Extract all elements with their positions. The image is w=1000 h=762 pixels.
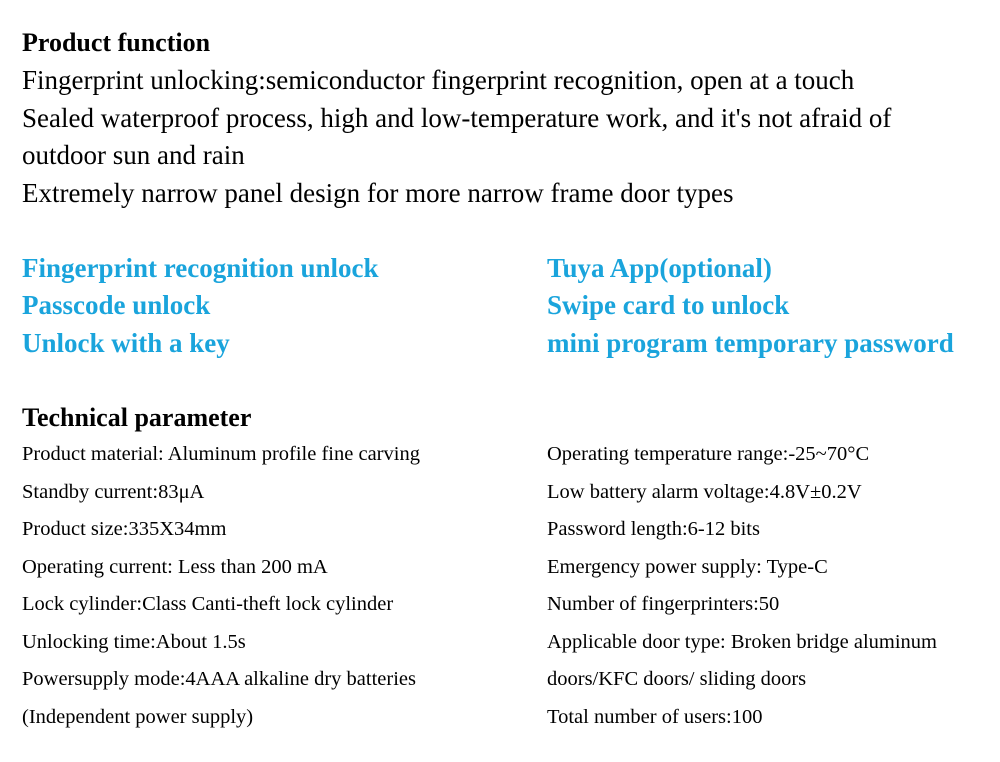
param-door-type-continued: doors/KFC doors/ sliding doors <box>547 668 807 690</box>
param-total-users: Total number of users:100 <box>547 706 763 728</box>
param-operating-temperature: Operating temperature range:-25~70°C <box>547 443 870 465</box>
param-fingerprint-count: Number of fingerprinters:50 <box>547 593 780 615</box>
feature-temporary-password: mini program temporary password <box>547 328 954 358</box>
feature-tuya-app: Tuya App(optional) <box>547 253 772 283</box>
param-power-supply-mode: Powersupply mode:4AAA alkaline dry batteries <box>22 668 416 690</box>
param-low-battery-alarm: Low battery alarm voltage:4.8V±0.2V <box>547 481 862 503</box>
param-unlocking-time: Unlocking time:About 1.5s <box>22 631 246 653</box>
feature-passcode-unlock: Passcode unlock <box>22 290 211 320</box>
param-lock-cylinder: Lock cylinder:Class Canti-theft lock cylinder <box>22 593 394 615</box>
param-emergency-power: Emergency power supply: Type-C <box>547 556 828 578</box>
feature-swipe-card: Swipe card to unlock <box>547 290 790 320</box>
param-password-length: Password length:6-12 bits <box>547 518 760 540</box>
technical-parameter-heading: Technical parameter <box>22 403 252 432</box>
feature-key-unlock: Unlock with a key <box>22 328 230 358</box>
function-line: Sealed waterproof process, high and low-temperature work, and it's not afraid of <box>22 103 892 133</box>
feature-fingerprint-unlock: Fingerprint recognition unlock <box>22 253 379 283</box>
param-product-size: Product size:335X34mm <box>22 518 227 540</box>
function-line: Extremely narrow panel design for more narrow frame door types <box>22 178 734 208</box>
function-line: outdoor sun and rain <box>22 140 245 170</box>
param-power-supply-note: (Independent power supply) <box>22 706 254 728</box>
param-door-type: Applicable door type: Broken bridge aluminum <box>547 631 937 653</box>
param-product-material: Product material: Aluminum profile fine carving <box>22 443 420 465</box>
param-operating-current: Operating current: Less than 200 mA <box>22 556 328 578</box>
product-function-heading: Product function <box>22 28 211 57</box>
function-line: Fingerprint unlocking:semiconductor fingerprint recognition, open at a touch <box>22 65 855 95</box>
param-standby-current: Standby current:83μA <box>22 481 205 503</box>
